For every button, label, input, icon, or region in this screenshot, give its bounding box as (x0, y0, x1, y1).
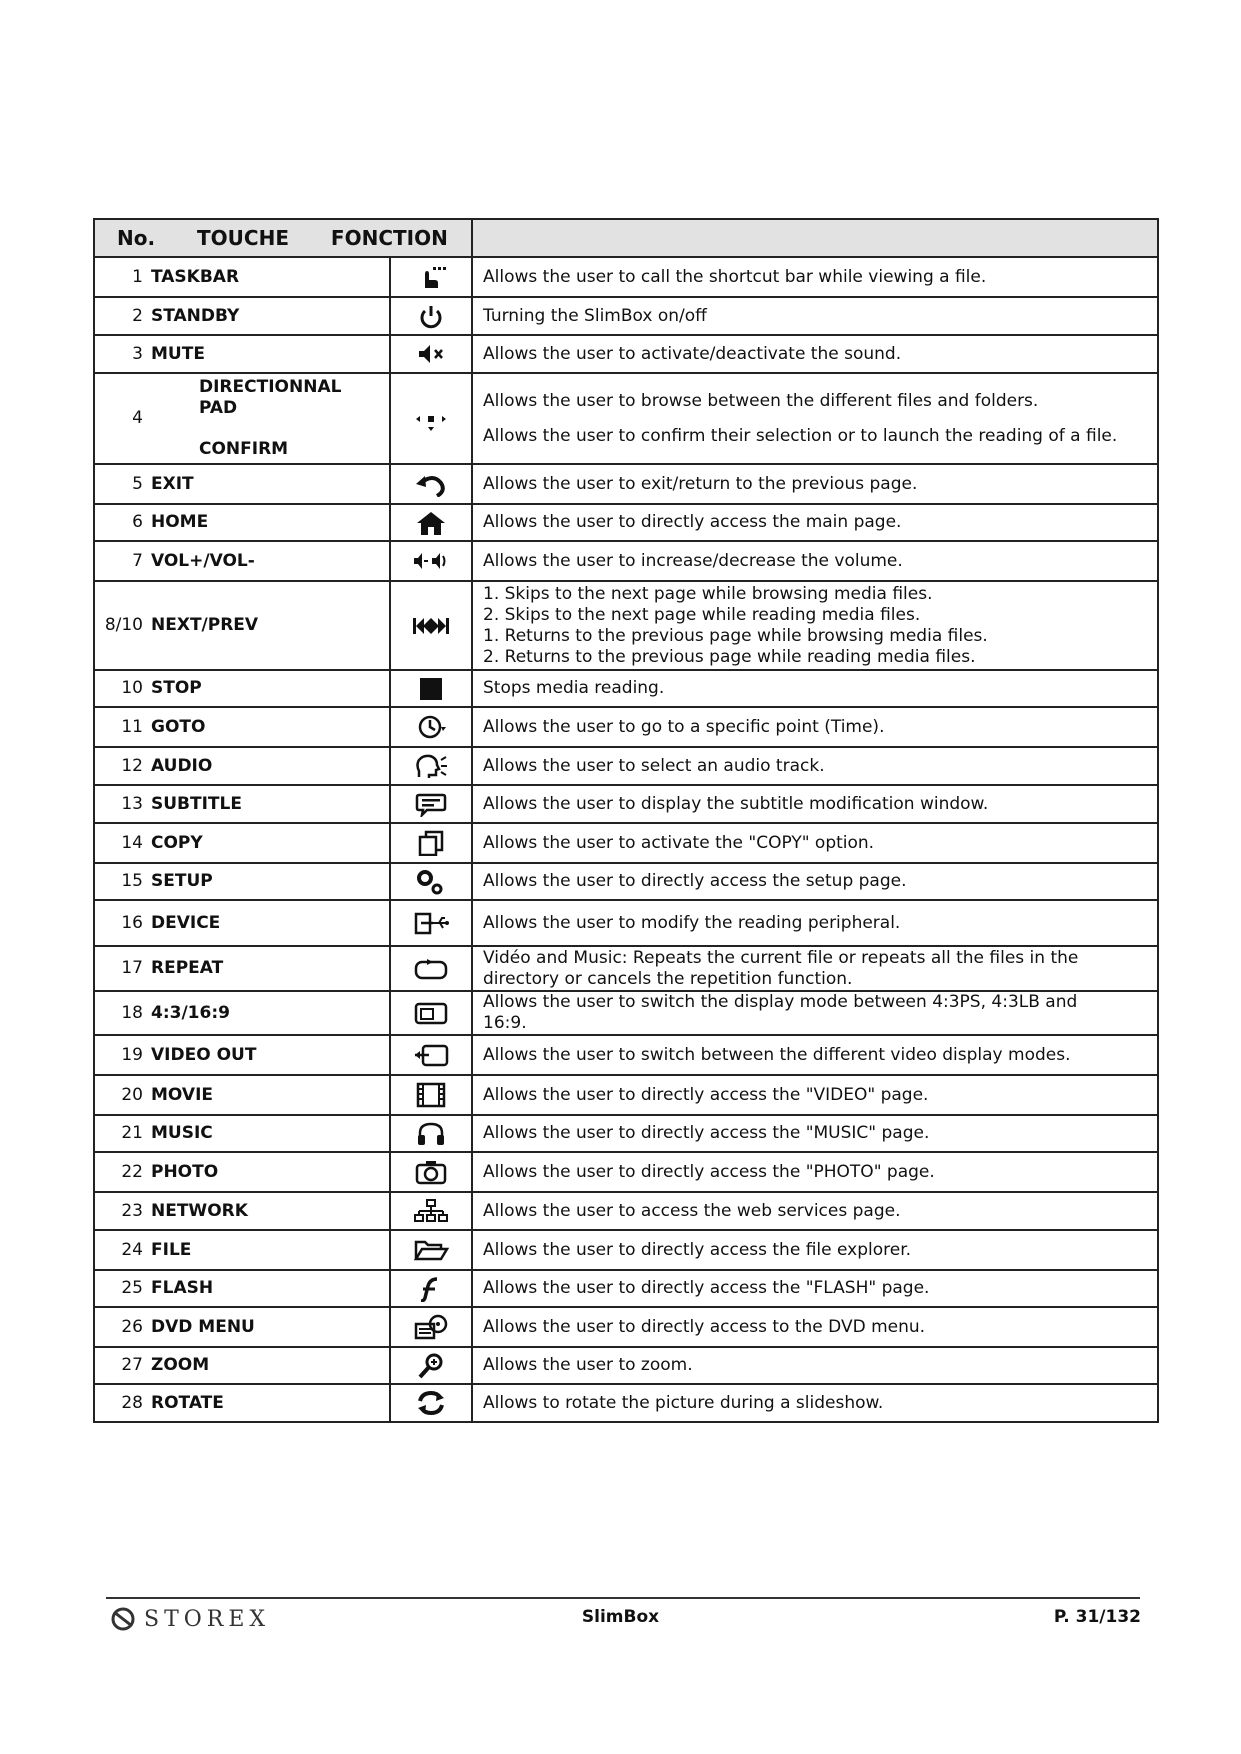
table-row (94, 335, 1158, 373)
icon-cell (390, 1347, 472, 1384)
key-cell (94, 1035, 390, 1075)
description-line: Allows the user to directly access the file explorer. (483, 1239, 912, 1260)
icon-cell (390, 373, 472, 464)
row-number: 19 (121, 1044, 143, 1065)
headphones-icon (413, 1121, 449, 1147)
footer-page-number: P. 31/132 (1053, 1607, 1141, 1627)
key-cell (94, 297, 390, 335)
description-cell (472, 1384, 1158, 1422)
subtitle-bubble-icon (413, 791, 449, 817)
taskbar-hand-icon (413, 264, 449, 290)
key-cell (94, 1270, 390, 1307)
key-name: TASKBAR (151, 266, 240, 287)
description-cell (472, 1270, 1158, 1307)
description-cell (472, 1230, 1158, 1270)
row-number: 2 (132, 305, 143, 326)
table-row (94, 1152, 1158, 1192)
icon-cell (390, 823, 472, 863)
icon-cell (390, 1035, 472, 1075)
key-name: GOTO (151, 716, 206, 737)
row-number: 7 (132, 550, 143, 571)
header-no: No. (117, 225, 156, 250)
description-cell (472, 1152, 1158, 1192)
icon-cell (390, 335, 472, 373)
skip-prev-next-icon (413, 613, 449, 639)
icon-cell (390, 581, 472, 670)
icon-cell (390, 707, 472, 747)
header-function: FONCTION (330, 225, 448, 250)
key-cell (94, 991, 390, 1035)
description-cell (472, 1075, 1158, 1115)
row-number: 4 (132, 408, 143, 428)
audio-head-icon (413, 753, 449, 779)
key-cell (94, 581, 390, 670)
row-number: 28 (121, 1392, 143, 1413)
row-number: 20 (121, 1084, 143, 1105)
description-cell (472, 581, 1158, 670)
row-number: 16 (121, 912, 143, 933)
description-cell (472, 670, 1158, 707)
key-name: 4:3/16:9 (151, 1002, 230, 1023)
icon-cell (390, 785, 472, 823)
description-cell (472, 823, 1158, 863)
key-name: DVD MENU (151, 1316, 255, 1337)
footer-rule (106, 1597, 1140, 1599)
row-number: 24 (121, 1239, 143, 1260)
header-empty-cell (472, 219, 1158, 257)
directional-pad-icon (413, 406, 449, 432)
description-line: Allows the user to go to a specific point (Time). (483, 716, 885, 737)
table-row (94, 785, 1158, 823)
table-row (94, 991, 1158, 1035)
description-line: 16:9. (483, 1013, 527, 1033)
table-row (94, 1075, 1158, 1115)
description-cell (472, 1192, 1158, 1230)
key-name: REPEAT (151, 958, 224, 978)
table-row (94, 900, 1158, 946)
description-cell (472, 504, 1158, 541)
table-row (94, 1307, 1158, 1347)
key-name: SETUP (151, 871, 213, 891)
key-name: PHOTO (151, 1161, 219, 1182)
stop-square-icon (413, 676, 449, 702)
camera-icon (413, 1159, 449, 1185)
table-row (94, 823, 1158, 863)
description-line: 1. Skips to the next page while browsing media files. (483, 583, 933, 604)
description-line: directory or cancels the repetition function. (483, 968, 853, 989)
description-line: Allows the user to directly access the "FLASH" page. (483, 1278, 930, 1298)
description-cell (472, 1035, 1158, 1075)
key-cell (94, 1384, 390, 1422)
key-cell (94, 707, 390, 747)
row-number: 15 (121, 871, 143, 891)
icon-cell (390, 1270, 472, 1307)
power-icon (413, 303, 449, 329)
icon-cell (390, 541, 472, 581)
description-line: Allows the user to call the shortcut bar while viewing a file. (483, 266, 987, 287)
table-row (94, 504, 1158, 541)
description-cell (472, 707, 1158, 747)
rotate-icon (413, 1390, 449, 1416)
film-strip-icon (413, 1082, 449, 1108)
key-cell (94, 670, 390, 707)
key-cell (94, 823, 390, 863)
description-line: Allows the user to zoom. (483, 1355, 693, 1375)
description-line: Allows the user to modify the reading peripheral. (483, 912, 901, 933)
dvd-menu-icon (413, 1314, 449, 1340)
folder-open-icon (413, 1237, 449, 1263)
key-cell (94, 1152, 390, 1192)
key-name: DIRECTIONNAL PAD (199, 377, 342, 418)
row-number: 13 (121, 793, 143, 814)
row-number: 26 (121, 1316, 143, 1337)
table-row (94, 581, 1158, 670)
key-cell (94, 1075, 390, 1115)
aspect-ratio-icon (413, 1000, 449, 1026)
key-name-secondary: CONFIRM (199, 439, 289, 459)
key-name: STOP (151, 678, 202, 698)
usb-device-icon (413, 910, 449, 936)
description-line: Allows the user to access the web services page. (483, 1200, 901, 1221)
description-cell (472, 863, 1158, 900)
table-row (94, 747, 1158, 785)
row-number: 23 (121, 1200, 143, 1221)
return-arrow-icon (413, 471, 449, 497)
table-row (94, 464, 1158, 504)
description-line: Allows the user to display the subtitle modification window. (483, 793, 989, 814)
key-cell (94, 504, 390, 541)
key-name: COPY (151, 832, 203, 853)
icon-cell (390, 504, 472, 541)
table-row (94, 1384, 1158, 1422)
key-cell (94, 863, 390, 900)
key-cell (94, 1115, 390, 1152)
key-name: DEVICE (151, 912, 221, 933)
description-cell (472, 373, 1158, 464)
table-row (94, 1192, 1158, 1230)
row-number: 5 (132, 473, 143, 494)
key-name: NEXT/PREV (151, 615, 259, 635)
table-row (94, 1115, 1158, 1152)
description-line: Allows the user to directly access the setup page. (483, 871, 907, 891)
key-name: EXIT (151, 473, 194, 494)
network-icon (413, 1198, 449, 1224)
table-row (94, 707, 1158, 747)
icon-cell (390, 1075, 472, 1115)
description-cell (472, 1307, 1158, 1347)
table-row (94, 946, 1158, 991)
description-line: Allows the user to select an audio track. (483, 755, 825, 776)
description-line: Allows the user to exit/return to the previous page. (483, 473, 918, 494)
key-cell (94, 1307, 390, 1347)
key-name: MUSIC (151, 1123, 213, 1143)
row-number: 27 (121, 1355, 143, 1375)
icon-cell (390, 297, 472, 335)
description-cell (472, 541, 1158, 581)
table-row (94, 1347, 1158, 1384)
icon-cell (390, 1192, 472, 1230)
key-cell (94, 257, 390, 297)
key-name: STANDBY (151, 305, 240, 326)
mute-speaker-icon (413, 341, 449, 367)
table-row (94, 1230, 1158, 1270)
description-line: 2. Skips to the next page while reading media files. (483, 604, 921, 625)
table-row (94, 863, 1158, 900)
icon-cell (390, 1384, 472, 1422)
key-cell (94, 900, 390, 946)
volume-icon (413, 548, 449, 574)
description-line: Allows the user to directly access the "PHOTO" page. (483, 1161, 935, 1182)
table-row (94, 257, 1158, 297)
description-line: Stops media reading. (483, 678, 665, 698)
description-cell (472, 991, 1158, 1035)
row-number: 12 (121, 755, 143, 776)
table-row (94, 670, 1158, 707)
icon-cell (390, 946, 472, 991)
icon-cell (390, 900, 472, 946)
description-line: Turning the SlimBox on/off (483, 305, 707, 326)
row-number: 17 (121, 958, 143, 978)
table-header-row (94, 219, 1158, 257)
row-number: 10 (121, 678, 143, 698)
table-row (94, 297, 1158, 335)
key-cell (94, 747, 390, 785)
icon-cell (390, 464, 472, 504)
description-cell (472, 747, 1158, 785)
description-line: Allows the user to activate/deactivate the sound. (483, 343, 902, 364)
description-line: Allows the user to browse between the different files and folders. (483, 390, 1039, 411)
row-number: 14 (121, 832, 143, 853)
key-cell (94, 785, 390, 823)
description-line: Allows to rotate the picture during a slideshow. (483, 1392, 884, 1413)
home-icon (413, 510, 449, 536)
icon-cell (390, 747, 472, 785)
description-line: Allows the user to directly access the main page. (483, 512, 902, 532)
row-number: 21 (121, 1123, 143, 1143)
table-row (94, 541, 1158, 581)
icon-cell (390, 1115, 472, 1152)
key-cell (94, 373, 390, 464)
key-cell (94, 946, 390, 991)
description-cell (472, 335, 1158, 373)
icon-cell (390, 1152, 472, 1192)
copy-icon (413, 830, 449, 856)
key-cell (94, 541, 390, 581)
key-name: ROTATE (151, 1392, 224, 1413)
repeat-icon (413, 956, 449, 982)
key-cell (94, 1230, 390, 1270)
description-cell (472, 785, 1158, 823)
header-cell (94, 219, 472, 257)
key-name: FLASH (151, 1278, 214, 1298)
video-out-icon (413, 1042, 449, 1068)
icon-cell (390, 670, 472, 707)
row-number: 8/10 (104, 615, 143, 635)
row-number: 11 (121, 716, 143, 737)
icon-cell (390, 1230, 472, 1270)
description-line: Allows the user to switch between the different video display modes. (483, 1044, 1071, 1065)
description-cell (472, 297, 1158, 335)
description-cell (472, 1347, 1158, 1384)
row-number: 18 (121, 1002, 143, 1023)
key-cell (94, 335, 390, 373)
flash-icon (413, 1276, 449, 1302)
icon-cell (390, 257, 472, 297)
remote-control-table (93, 218, 1159, 1423)
row-number: 25 (121, 1278, 143, 1298)
description-line: Allows the user to activate the "COPY" option. (483, 832, 875, 853)
icon-cell (390, 1307, 472, 1347)
description-line: Allows the user to switch the display mode between 4:3PS, 4:3LB and (483, 992, 1078, 1012)
table-row (94, 373, 1158, 464)
description-line: Allows the user to directly access the "VIDEO" page. (483, 1084, 929, 1105)
icon-cell (390, 863, 472, 900)
description-cell (472, 946, 1158, 991)
key-name: VOL+/VOL- (151, 550, 255, 571)
icon-cell (390, 991, 472, 1035)
key-name: VIDEO OUT (151, 1044, 257, 1065)
key-name: MUTE (151, 343, 205, 364)
key-cell (94, 464, 390, 504)
key-name: MOVIE (151, 1084, 214, 1105)
description-line: Allows the user to directly access to the DVD menu. (483, 1316, 926, 1337)
description-cell (472, 464, 1158, 504)
key-name: HOME (151, 512, 209, 532)
footer-brand: STOREX (144, 1606, 271, 1632)
zoom-magnifier-icon (413, 1353, 449, 1379)
row-number: 1 (132, 266, 143, 287)
row-number: 3 (132, 343, 143, 364)
description-line: Vidéo and Music: Repeats the current file or repeats all the files in the (483, 947, 1079, 968)
description-cell (472, 900, 1158, 946)
description-line: Allows the user to directly access the "MUSIC" page. (483, 1123, 930, 1143)
key-name: FILE (151, 1239, 192, 1260)
description-line: Allows the user to increase/decrease the volume. (483, 550, 903, 571)
gears-icon (413, 869, 449, 895)
description-line: 2. Returns to the previous page while reading media files. (483, 646, 976, 667)
key-cell (94, 1192, 390, 1230)
description-line: Allows the user to confirm their selection or to launch the reading of a file. (483, 425, 1118, 446)
description-cell (472, 257, 1158, 297)
header-key: TOUCHE (197, 225, 289, 250)
row-number: 22 (121, 1161, 143, 1182)
table-row (94, 1035, 1158, 1075)
key-name: NETWORK (151, 1200, 248, 1221)
key-name: SUBTITLE (151, 793, 242, 814)
description-cell (472, 1115, 1158, 1152)
description-line: 1. Returns to the previous page while browsing media files. (483, 625, 988, 646)
goto-clock-icon (413, 714, 449, 740)
key-name: ZOOM (151, 1355, 210, 1375)
table-row (94, 1270, 1158, 1307)
key-cell (94, 1347, 390, 1384)
key-name: AUDIO (151, 755, 213, 776)
footer-product: SlimBox (581, 1607, 660, 1627)
row-number: 6 (132, 512, 143, 532)
